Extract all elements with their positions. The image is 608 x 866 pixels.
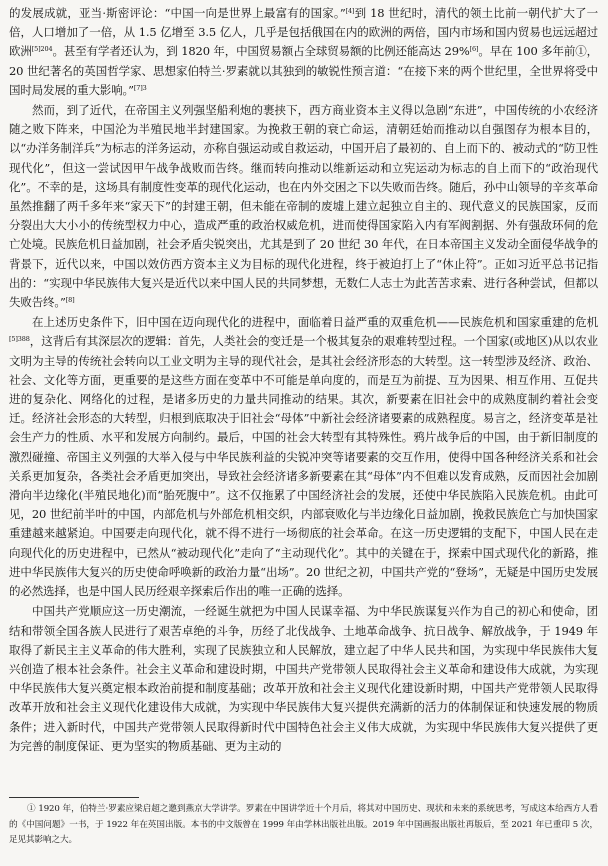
paragraph-4: 中国共产党顺应这一历史潮流，一经诞生就把为中国人民谋幸福、为中华民族谋复兴作为自己的初心和使命，团结和带领全国各族人民进行了艰苦卓绝的斗争，历经了北伐战争、土地革命战争、抗日战争、解放战争，于 1949 年取得了新民主主义革命的伟大胜利，实现了民族独立和人民解放，建立起了中华人民共和国，为实现中华民族伟大复兴创造了根本社会条件。社会主义革命和建设时期，中国共产党带领人民取得社会主义革命和建设伟大成就，为实现中华民族伟大复兴奠定根本政治前提和制度基础；改革开放和社会主义现代化建设新时期，中国共产党带领人民取得改革开放和社会主义现代化建设伟大成就，为实现中华民族伟大复兴提供充满新的活力的体制保证和快速发展的物质条件；进入新时代，中国共产党带领人民取得新时代中国特色社会主义伟大成就，为实现中华民族伟大复兴提供了更为完善的制度保证、更为坚实的物质基础、更为主动的: [9, 604, 598, 753]
paragraph-3: 在上述历史条件下，旧中国在迈向现代化的进程中，面临着日益严重的双重危机——民族危机和国家重建的危机$^{[5]388}$，这背后有其深层次的逻辑：首先，人类社会的变迁是一个极其复杂的艰难转型过程。一个国家(或地区)从以农业文明为主导的传统社会转向以工业文明为主导的现代社会，是其社会经济形态的大转型。这一转型涉及经济、政治、社会、文化等方面，更重要的是这些方面在变革中不可能是单向度的，而是互为前提、互为因果、相互作用、互促共进的复杂化、网络化的过程，是诸多历史的力量共同推动的结果。其次，新要素在旧社会中的成熟度制约着社会变迁。经济社会形态的大转型，归根到底取决于旧社会“母体”中新社会经济诸要素的成熟程度。易言之，经济变革是社会生产力的性质、水平和发展方向制约。最后，中国的社会大转型有其特殊性。鸦片战争后的中国，由于新旧制度的激烈碰撞、帝国主义列强的大举入侵与中华民族利益的尖锐冲突等诸要素的交互作用，使得中国各种经济关系和社会关系更加复杂，各类社会矛盾更加突出，导致社会经济诸多新要素在其“母体”内不但难以发育成熟，反而因社会加剧滑向半边缘化(半殖民地化)而“胎死腹中”。这不仅拖累了中国经济社会的发展，还使中华民族陷入民族危机。由此可见，20 世纪前半叶的中国，内部危机与外部危机相交织，内部衰败化与半边缘化日益加剧，挽救民族危亡与加快国家重建越来越紧迫。中国要走向现代化，就不得不进行一场彻底的社会革命。在这一历史逻辑的支配下，中国人民在走向现代化的历史进程中，已然从“被动现代化”走向了“主动现代化”。其中的关键在于，探索中国式现代化的新路，推进中华民族伟大复兴的历史使命呼唤新的政治力量“出场”。20 世纪之初，中国共产党的“登场”，无疑是中国历史发展的必然选择，也是中国人民历经艰辛探索后作出的唯一正确的选择。: [9, 315, 598, 599]
footnote: ① 1920 年，伯特兰·罗素应梁启超之邀到燕京大学讲学。罗素在中国讲学近十个月后，将其对中国历史、现状和未来的系统思考，写成这本给西方人看的《中国问题》一书，于 1922 年在英国出版。本书的中文版曾在 1999 年由学林出版社出版。2019 年中国画报出版社再版后，至 2021 年已重印 5 次，足见其影响之大。: [9, 804, 598, 845]
citation-marker: [6]: [469, 45, 479, 54]
footnote-divider: [9, 797, 139, 798]
citation-marker: [5]204: [31, 45, 53, 54]
paragraph-2: 然而，到了近代，在帝国主义列强坚船利炮的裹挟下，西方商业资本主义得以急剧“东进”，中国传统的小农经济随之败下阵来，中国沦为半殖民地半封建国家。为挽救王朝的衰亡命运，清朝廷始而推动以自强图存为根本目的，以“办洋务制洋兵”为标志的洋务运动，亦称自强运动或自救运动，中国开启了最初的、自上而下的、被动式的“防卫性现代化”，但这一尝试因甲午战争战败而告终。继而转向推动以维新运动和立宪运动为标志的自上而下的“政治现代化”。不幸的是，这场具有制度性变革的现代化运动，也在内外交困之下以失败而告终。随后，孙中山领导的辛亥革命虽然推翻了两千多年来“家天下”的封建王朝，但未能在帝制的废墟上建立起独立自主的、现代意义的民族国家，反而分裂出大大小小的传统型权力中心，造成严重的政治权威危机，进而使得国家陷入内有军阀割据、外有强敌环伺的危亡处境。民族危机日益加剧，社会矛盾尖锐突出，尤其是到了 20 世纪 30 年代，在日本帝国主义发动全面侵华战争的背景下，近代以来，中国以效仿西方资本主义为目标的现代化进程，终于被迫打上了“休止符”。正如习近平总书记指出的：“实现中华民族伟大复兴是近代以来中国人民的共同梦想，无数仁人志士为此苦苦求索、进行各种尝试，但都以失败告终。”[8]: [9, 103, 598, 310]
citation-marker: [7]3: [133, 83, 147, 92]
citation-marker: [5]388: [9, 335, 30, 344]
paragraph-1: 的发展成就，亚当·斯密评论：“中国一向是世界上最富有的国家。”[4]到 18 世纪时，清代的领土比前一朝代扩大了一倍，人口增加了一倍，从 1.5 亿增至 3.5 亿人，几乎是包括俄国在内的欧洲的两倍，国内市场和国内贸易也远远超过欧洲$^{[5]204}$。甚至有学者还认为，到 1820 年，中国贸易额占全球贸易额的比例还能高达 29%[6]。早在 100 多年前①，20 世纪著名的英国哲学家、思想家伯特兰·罗素就以其独到的敏锐性预言道：“在接下来的两个世纪里，全世界将受中国时局发展的重大影响。”$^{[7]3}$: [9, 6, 599, 97]
citation-marker: [4]: [345, 7, 355, 15]
citation-marker: [8]: [65, 296, 75, 305]
